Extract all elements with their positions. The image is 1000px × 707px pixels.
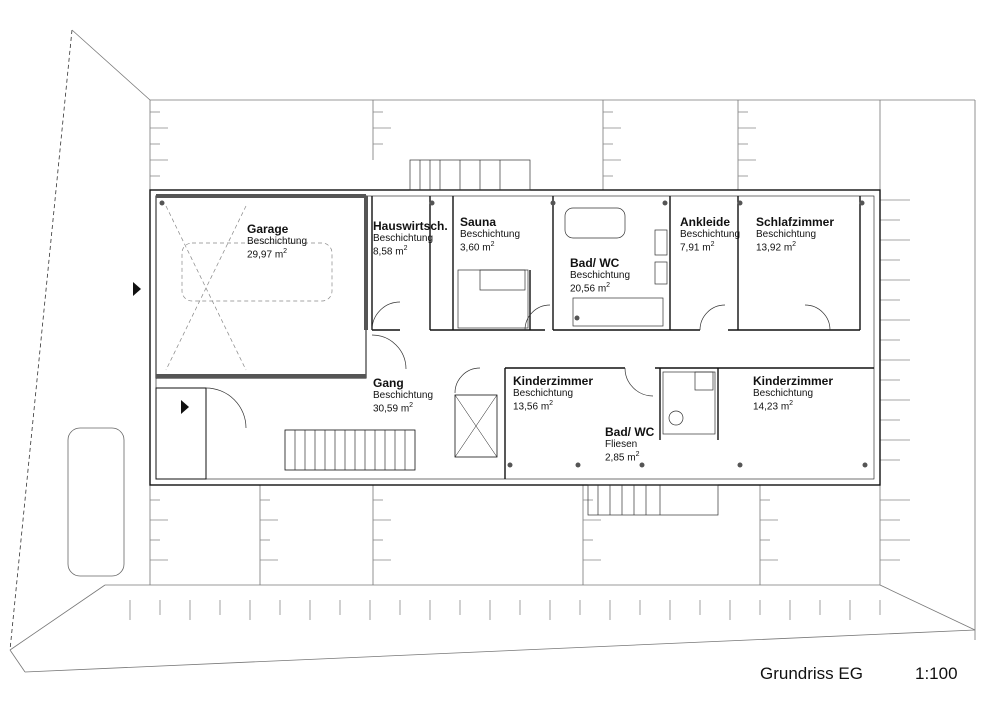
room-finish: Beschichtung bbox=[753, 388, 814, 400]
slope-hatching bbox=[130, 112, 910, 620]
room-label-hauswirtschaft bbox=[373, 219, 448, 258]
room-name: Schlafzimmer bbox=[756, 215, 835, 229]
room-name: Hauswirtsch. bbox=[373, 219, 448, 233]
room-finish: Beschichtung bbox=[373, 233, 434, 245]
room-finish: Beschichtung bbox=[680, 229, 741, 241]
terrain-outline bbox=[10, 30, 975, 672]
room-name: Gang bbox=[373, 376, 404, 390]
room-finish: Beschichtung bbox=[460, 229, 521, 241]
room-name: Bad/ WC bbox=[570, 256, 620, 270]
room-label-sauna bbox=[460, 215, 520, 254]
room-finish: Beschichtung bbox=[247, 236, 308, 248]
room-finish: Beschichtung bbox=[513, 388, 574, 400]
room-name: Sauna bbox=[460, 215, 497, 229]
room-name: Bad/ WC bbox=[605, 425, 655, 439]
room-name: Kinderzimmer bbox=[513, 374, 594, 388]
plan-title: Grundriss EG bbox=[760, 664, 863, 683]
room-area: 8,58 $m^2$ bbox=[373, 244, 408, 258]
room-label-ankleide bbox=[680, 215, 740, 254]
entrance-arrow-icon bbox=[181, 400, 189, 414]
room-label-bad-wc-2 bbox=[605, 425, 654, 464]
room-area: 29,97 $m^2$ bbox=[247, 247, 288, 261]
plan-scale: 1:100 bbox=[915, 664, 958, 683]
room-label-kinderzimmer-2 bbox=[753, 374, 833, 413]
room-label-bad-wc bbox=[570, 256, 630, 295]
room-label-garage bbox=[247, 222, 307, 261]
room-name: Garage bbox=[247, 222, 289, 236]
room-area: 20,56 $m^2$ bbox=[570, 281, 611, 295]
entrance-arrow-icon bbox=[133, 282, 141, 296]
room-label-schlafzimmer bbox=[756, 215, 834, 254]
room-area: 14,23 $m^2$ bbox=[753, 399, 794, 413]
room-name: Kinderzimmer bbox=[753, 374, 834, 388]
room-area: 3,60 $m^2$ bbox=[460, 240, 495, 254]
parking-car-outline bbox=[68, 428, 124, 576]
room-finish: Fliesen bbox=[605, 439, 638, 451]
room-area: 13,56 $m^2$ bbox=[513, 399, 554, 413]
room-label-gang bbox=[373, 376, 433, 415]
room-area: 2,85 $m^2$ bbox=[605, 450, 640, 464]
room-finish: Beschichtung bbox=[373, 390, 434, 402]
room-area: 13,92 $m^2$ bbox=[756, 240, 797, 254]
room-finish: Beschichtung bbox=[570, 270, 631, 282]
room-area: 7,91 $m^2$ bbox=[680, 240, 715, 254]
room-finish: Beschichtung bbox=[756, 229, 817, 241]
room-label-kinderzimmer-1 bbox=[513, 374, 593, 413]
room-area: 30,59 $m^2$ bbox=[373, 401, 414, 415]
staircase bbox=[295, 160, 718, 515]
room-name: Ankleide bbox=[680, 215, 731, 229]
